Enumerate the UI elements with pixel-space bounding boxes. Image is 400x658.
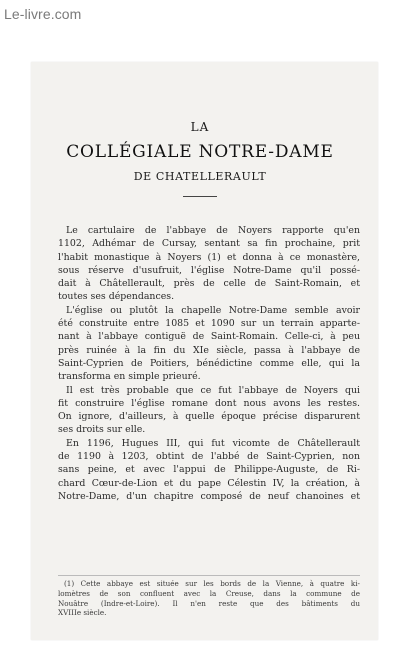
body-line: On ignore, d'ailleurs, à quelle époque précise disparurent bbox=[58, 411, 360, 423]
body-line: nant à l'abbaye contiguë de Saint-Romain. Celle-ci, à peu bbox=[58, 331, 360, 343]
body-line: l'habit monastique à Noyers (1) et donna à ce monastère, bbox=[58, 251, 360, 263]
footnote-line: Nouâtre (Indre-et-Loire). Il n'en reste que des bâtiments du bbox=[58, 598, 360, 608]
footnote-line: XVIIIe siècle. bbox=[58, 608, 107, 618]
footnote-line: (1) Cette abbaye est située sur les bords de la Vienne, à quatre ki- bbox=[64, 579, 360, 588]
footnotes bbox=[58, 579, 360, 618]
page-subtitle: DE CHATELLERAULT bbox=[133, 170, 267, 183]
body-line: sous réserve d'usufruit, l'église Notre-Dame qu'il possé- bbox=[58, 264, 360, 276]
body-line: de 1190 à 1203, obtint de l'abbé de Saint-Cyprien, non bbox=[58, 451, 360, 463]
body-line: toutes ses dépendances. bbox=[58, 291, 175, 303]
body-line: Notre-Dame, d'un chapitre composé de neuf chanoines et bbox=[58, 490, 360, 502]
body-line: Le cartulaire de l'abbaye de Noyers rapporte qu'en bbox=[66, 225, 360, 236]
body-line: chard Cœur-de-Lion et du pape Célestin IV, la création, à bbox=[58, 477, 360, 489]
footnote-rule bbox=[58, 575, 360, 576]
body-line: sans peine, et avec l'appui de Philippe-Auguste, de Ri- bbox=[58, 464, 360, 476]
body-line: L'église ou plutôt la chapelle Notre-Dame semble avoir bbox=[66, 304, 360, 316]
watermark: Le-livre.com bbox=[4, 6, 82, 22]
body-line: Saint-Cyprien de Poitiers, bénédictine comme elle, qui la bbox=[58, 357, 360, 369]
footnote-line: lomètres de son confluent avec la Creuse, dans la commune de bbox=[58, 588, 360, 598]
body-line: 1102, Adhémar de Cursay, sentant sa fin prochaine, prit bbox=[58, 238, 360, 250]
body-line: été construite entre 1085 et 1090 sur un terrain apparte- bbox=[58, 318, 360, 330]
body-line: transforma en simple prieuré. bbox=[58, 371, 201, 383]
body-line: En 1196, Hugues III, qui fut vicomte de Châtellerault bbox=[66, 437, 360, 449]
title-rule bbox=[183, 196, 217, 197]
title-article: LA bbox=[190, 120, 210, 134]
body-line: ses droits sur elle. bbox=[58, 424, 146, 436]
body-text bbox=[58, 224, 360, 503]
body-line: dait à Châtellerault, près de celle de Saint-Romain, et bbox=[58, 278, 360, 290]
body-line: fit construire l'église romane dont nous avons les restes. bbox=[58, 397, 360, 409]
body-line: Il est très probable que ce fut l'abbaye de Noyers qui bbox=[66, 384, 360, 396]
page-title: COLLÉGIALE NOTRE-DAME bbox=[66, 142, 334, 162]
body-line: près ruinée à la fin du XIe siècle, passa à l'abbaye de bbox=[58, 344, 360, 356]
